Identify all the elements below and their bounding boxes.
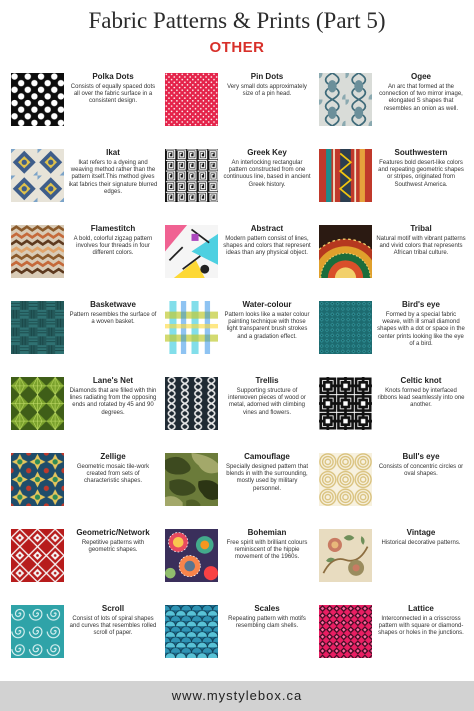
pattern-name: Camouflage [244,452,290,461]
pattern-name: Lane's Net [92,376,134,385]
pattern-name: Pin Dots [250,72,284,81]
pattern-grid [6,70,468,678]
pattern-description: Historical decorative patterns. [381,540,461,546]
pattern-name: Ikat [106,148,120,157]
pattern-description: Consist of lots of spiral shapes and curves that resembles rolled scroll of paper. [69,616,157,637]
flamestitch-swatch [11,225,64,278]
birds-eye-swatch [319,301,372,354]
pattern-name: Bohemian [247,528,287,537]
pattern-name: Ogee [410,72,431,81]
pattern-card-bulls-eye [314,450,468,526]
water-colour-swatch [165,301,218,354]
pattern-name: Bull's eye [402,452,440,461]
scroll-swatch [11,605,64,658]
pattern-description: Ikat refers to a dyeing and weaving method rather than the pattern itself.This method gives ikat fabrics their signature blurred edges. [68,160,158,195]
pattern-description: Knots formed by interfaced ribbons lead seamlessly into one another. [377,388,465,409]
pattern-card-lanes-net [6,374,160,450]
pattern-description: Pattern resembles the surface of a woven basket. [69,312,157,326]
pattern-card-lattice [314,602,468,678]
geometric-network-swatch [11,529,64,582]
ogee-swatch [319,73,372,126]
vintage-swatch [319,529,372,582]
pin-dots-swatch [165,73,218,126]
pattern-card-celtic-knot [314,374,468,450]
celtic-knot-swatch [319,377,372,430]
pattern-card-scroll [6,602,160,678]
pattern-name: Southwestern [394,148,448,157]
trellis-swatch [165,377,218,430]
pattern-name: Trellis [255,376,279,385]
pattern-card-trellis [160,374,314,450]
pattern-description: Interconnected in a crisscross pattern with square or diamond-shapes or holes in the junctions. [378,616,464,637]
abstract-swatch [165,225,218,278]
pattern-description: Free spirit with brilliant colours reminiscent of the hippie movement of the 1960s. [226,540,308,561]
pattern-card-bohemian [160,526,314,602]
pattern-name: Polka Dots [92,72,134,81]
pattern-card-polka-dots [6,70,160,146]
page-title: Fabric Patterns & Prints (Part 5) [88,8,386,33]
pattern-name: Geometric/Network [76,528,150,537]
pattern-card-tribal [314,222,468,298]
pattern-description: Consists of concentric circles or oval shapes. [378,464,464,478]
pattern-name: Tribal [410,224,432,233]
pattern-description: A bold, colorful zigzag pattern involves four threads in four different colors. [73,236,153,257]
pattern-description: Repetitive patterns with geometric shapes. [81,540,145,554]
pattern-card-scales [160,602,314,678]
pattern-description: Formed by a special fabric weave, with ill small diamond shapes with a dot or space in the center prints looking like the eye of a bird. [377,312,465,347]
pattern-name: Abstract [250,224,284,233]
pattern-card-flamestitch [6,222,160,298]
pattern-name: Bird's eye [402,300,440,309]
pattern-card-abstract [160,222,314,298]
bulls-eye-swatch [319,453,372,506]
polka-dots-swatch [11,73,64,126]
ikat-swatch [11,149,64,202]
bohemian-swatch [165,529,218,582]
greek-key-swatch [165,149,218,202]
pattern-card-geometric-network [6,526,160,602]
pattern-description: Natural motif with vibrant patterns and vivid colors that represents African tribal culture. [376,236,466,257]
pattern-name: Lattice [408,604,434,613]
pattern-card-ogee [314,70,468,146]
pattern-name: Basketwave [90,300,136,309]
pattern-description: Repeating pattern with motifs resembling clam shells. [228,616,306,630]
pattern-card-ikat [6,146,160,222]
pattern-card-water-colour [160,298,314,374]
southwestern-swatch [319,149,372,202]
pattern-description: Features bold desert-like colors and repeating geometric shapes or stripes, originated from Southwest America. [378,160,464,188]
pattern-name: Scroll [101,604,125,613]
pattern-description: Supporting structure of interwoven pieces of wood or metal, adorned with climbing vines and flowers. [228,388,306,416]
pattern-description: An arc that formed at the connection of two mirror image, elongated S shapes that resembles an onion as well. [379,84,463,112]
pattern-description: An interlocking rectangular pattern constructed from one continuous line, based in ancient Greek history. [223,160,311,188]
pattern-name: Water-colour [242,300,292,309]
pattern-card-greek-key [160,146,314,222]
pattern-description: Geometric mosaic tile-work created from sets of characteristic shapes. [76,464,150,485]
lanes-net-swatch [11,377,64,430]
pattern-description: Very small dots approximately size of a pin head. [227,84,307,98]
pattern-name: Vintage [406,528,436,537]
pattern-card-pin-dots [160,70,314,146]
scales-swatch [165,605,218,658]
pattern-name: Greek Key [247,148,287,157]
pattern-description: Diamonds that are filled with thin lines radiating from the opposing ends and rotated by 45 and 90 degrees. [69,388,157,416]
pattern-card-birds-eye [314,298,468,374]
pattern-description: Modern pattern consist of lines, shapes and colors that represent ideas than any physical object. [223,236,311,257]
pattern-card-vintage [314,526,468,602]
pattern-description: Pattern looks like a water colour painting technique with those light transparent brush strokes and a gradation effect. [224,312,310,340]
website-footer: www.mystylebox.ca [0,681,474,711]
pattern-description: Specially designed pattern that blends in with the surrounding, mostly used by military personnel. [225,464,309,492]
pattern-name: Zellige [100,452,126,461]
pattern-card-camouflage [160,450,314,526]
pattern-name: Celtic knot [400,376,442,385]
pattern-card-zellige [6,450,160,526]
pattern-description: Consists of equally spaced dots all over the fabric surface in a consistent design. [70,84,156,105]
pattern-card-southwestern [314,146,468,222]
lattice-swatch [319,605,372,658]
pattern-card-basketwave [6,298,160,374]
zellige-swatch [11,453,64,506]
tribal-swatch [319,225,372,278]
camouflage-swatch [165,453,218,506]
basketwave-swatch [11,301,64,354]
pattern-name: Flamestitch [90,224,136,233]
pattern-name: Scales [254,604,280,613]
page-subtitle: OTHER [209,39,265,56]
